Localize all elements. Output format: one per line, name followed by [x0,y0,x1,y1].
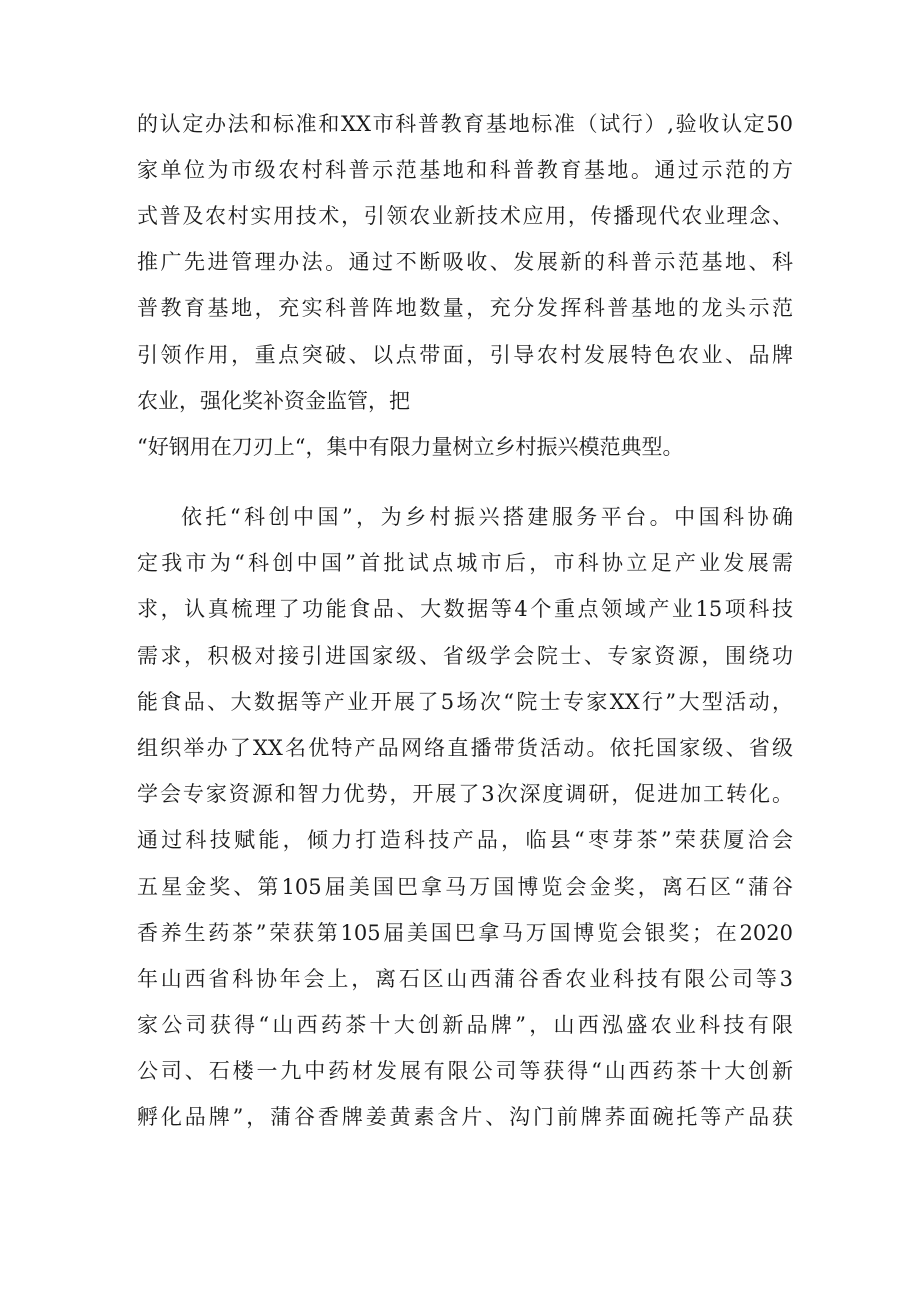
text-line: 农业，强化奖补资金监管，把 [137,389,410,413]
text-line: 能食品、大数据等产业开展了5场次“院士专家XX行”大型活动， [137,690,793,714]
text-line: 的认定办法和标准和XX市科普教育基地标准（试行）,验收认定50 [137,112,793,136]
paragraph-first-line: 依托“科创中国”，为乡村振兴搭建服务平台。中国科协确 [181,505,793,529]
text-line: 家单位为市级农村科普示范基地和科普教育基地。通过示范的方 [137,158,793,182]
text-line: 组织举办了XX名优特产品网络直播带货活动。依托国家级、省级 [137,736,793,760]
text-line: 孵化品牌”，蒲谷香牌姜黄素含片、沟门前牌荞面碗托等产品获 [137,1105,793,1129]
text-line: 学会专家资源和智力优势，开展了3次深度调研，促进加工转化。 [137,782,793,806]
text-line: 式普及农村实用技术，引领农业新技术应用，传播现代农业理念、 [137,204,793,228]
text-line: 定我市为“科创中国”首批试点城市后，市科协立足产业发展需 [137,551,793,575]
text-line: “好钢用在刀刃上“，集中有限力量树立乡村振兴模范典型。 [137,435,684,459]
text-line: 引领作用，重点突破、以点带面，引导农村发展特色农业、品牌 [137,343,793,367]
text-line: 通过科技赋能，倾力打造科技产品，临县“枣芽茶”荣获厦洽会 [137,828,793,852]
text-line: 公司、石楼一九中药材发展有限公司等获得“山西药茶十大创新 [137,1059,793,1083]
text-line: 求，认真梳理了功能食品、大数据等4个重点领域产业15项科技 [137,597,793,621]
text-line: 推广先进管理办法。通过不断吸收、发展新的科普示范基地、科 [137,250,793,274]
text-line: 家公司获得“山西药茶十大创新品牌”，山西泓盛农业科技有限 [137,1013,793,1037]
text-line: 需求，积极对接引进国家级、省级学会院士、专家资源，围绕功 [137,644,793,668]
text-line: 年山西省科协年会上，离石区山西蒲谷香农业科技有限公司等3 [137,967,793,991]
text-line: 五星金奖、第105届美国巴拿马万国博览会金奖，离石区“蒲谷 [137,875,793,899]
text-line: 普教育基地，充实科普阵地数量，充分发挥科普基地的龙头示范 [137,296,793,320]
text-line: 香养生药茶”荣获第105届美国巴拿马万国博览会银奖；在2020 [137,921,793,945]
